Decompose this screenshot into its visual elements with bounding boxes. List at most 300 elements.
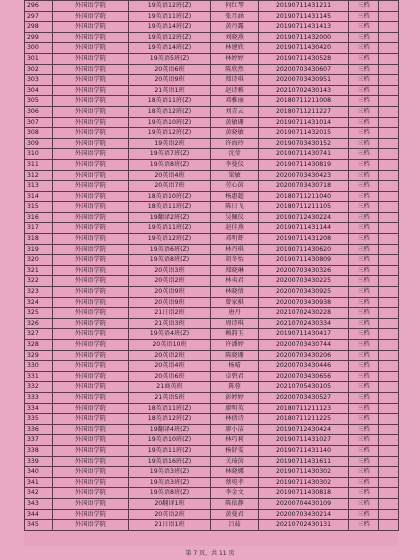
- college-cell: 外国语学院: [53, 488, 129, 499]
- table-body: [25, 1, 399, 531]
- table-row: [25, 128, 399, 139]
- class-name-cell: 20英语2班: [129, 350, 211, 361]
- blank-cell: [379, 22, 399, 33]
- class-name-cell: 19英语8班(Z): [129, 488, 211, 499]
- student-name-cell: 陈日飞: [211, 202, 259, 213]
- grade-level-cell: 三档: [349, 117, 379, 128]
- college-cell: 外国语学院: [53, 138, 129, 149]
- student-id-cell: 20200703430951: [259, 75, 349, 86]
- student-id-cell: 20210702430228: [259, 308, 349, 319]
- table-row: [25, 117, 399, 128]
- student-id-cell: 20200703430446: [259, 361, 349, 372]
- student-id-cell: 20190711431413: [259, 22, 349, 33]
- table-row: [25, 467, 399, 478]
- row-number-cell: 304: [25, 85, 53, 96]
- class-name-cell: 20翻译1班: [129, 498, 211, 509]
- class-name-cell: 20英语10班: [129, 340, 211, 351]
- student-name-cell: 关琦茵: [211, 456, 259, 467]
- row-number-cell: 308: [25, 128, 53, 139]
- student-id-cell: 20200703430326: [259, 265, 349, 276]
- student-name-cell: 黄丹露: [211, 22, 259, 33]
- row-number-cell: 301: [25, 53, 53, 64]
- college-cell: 外国语学院: [53, 159, 129, 170]
- blank-cell: [379, 403, 399, 414]
- table-row: [25, 477, 399, 488]
- class-name-cell: 19英语7班(Z): [129, 149, 211, 160]
- grade-level-cell: 三档: [349, 170, 379, 181]
- class-name-cell: 21英语1班: [129, 85, 211, 96]
- blank-cell: [379, 477, 399, 488]
- table-row: [25, 276, 399, 287]
- blank-cell: [379, 498, 399, 509]
- student-name-cell: 林建欣: [211, 43, 259, 54]
- student-name-cell: 邓明虾: [211, 234, 259, 245]
- blank-cell: [379, 509, 399, 520]
- college-cell: 外国语学院: [53, 255, 129, 266]
- college-cell: 外国语学院: [53, 371, 129, 382]
- blank-cell: [379, 276, 399, 287]
- blank-cell: [379, 350, 399, 361]
- student-id-cell: 20190711431208: [259, 234, 349, 245]
- college-cell: 外国语学院: [53, 106, 129, 117]
- student-id-cell: 20200703430225: [259, 276, 349, 287]
- grade-level-cell: 三档: [349, 520, 379, 531]
- grade-level-cell: 三档: [349, 350, 379, 361]
- college-cell: 外国语学院: [53, 11, 129, 22]
- student-id-cell: 20190712430424: [259, 424, 349, 435]
- grade-level-cell: 三档: [349, 276, 379, 287]
- grade-level-cell: 三档: [349, 85, 379, 96]
- row-number-cell: 329: [25, 350, 53, 361]
- class-name-cell: 19英语10班(Z): [129, 435, 211, 446]
- table-row: [25, 11, 399, 22]
- student-name-cell: 陈欣然: [211, 64, 259, 75]
- student-name-cell: 林丹琪: [211, 244, 259, 255]
- student-name-cell: 林夷君: [211, 276, 259, 287]
- table-row: [25, 318, 399, 329]
- blank-cell: [379, 149, 399, 160]
- blank-cell: [379, 32, 399, 43]
- row-number-cell: 309: [25, 138, 53, 149]
- student-id-cell: 20190711431140: [259, 445, 349, 456]
- table-row: [25, 22, 399, 33]
- row-number-cell: 337: [25, 435, 53, 446]
- blank-cell: [379, 414, 399, 425]
- row-number-cell: 340: [25, 467, 53, 478]
- student-id-cell: 20190711430302: [259, 467, 349, 478]
- row-number-cell: 300: [25, 43, 53, 54]
- college-cell: 外国语学院: [53, 456, 129, 467]
- class-name-cell: 19英语12班(Z): [129, 32, 211, 43]
- class-name-cell: 19英语16班(Z): [129, 456, 211, 467]
- student-name-cell: 梁敏: [211, 170, 259, 181]
- student-name-cell: 林晓娜: [211, 467, 259, 478]
- class-name-cell: 18英语11班(Z): [129, 96, 211, 107]
- college-cell: 外国语学院: [53, 498, 129, 509]
- grade-level-cell: 三档: [349, 138, 379, 149]
- blank-cell: [379, 435, 399, 446]
- class-name-cell: 18英语12班(Z): [129, 414, 211, 425]
- class-name-cell: 21英语5班: [129, 392, 211, 403]
- row-number-cell: 303: [25, 75, 53, 86]
- document-page: [24, 0, 398, 546]
- student-name-cell: 赖韵玉: [211, 329, 259, 340]
- student-id-cell: 20200703430718: [259, 181, 349, 192]
- table-row: [25, 32, 399, 43]
- row-number-cell: 316: [25, 212, 53, 223]
- student-name-cell: 郑晓琳: [211, 265, 259, 276]
- row-number-cell: 332: [25, 382, 53, 393]
- class-name-cell: 19英语11班(Z): [129, 223, 211, 234]
- student-id-cell: 20210702430131: [259, 520, 349, 531]
- student-name-cell: 杨舒雯: [211, 445, 259, 456]
- row-number-cell: 299: [25, 32, 53, 43]
- class-name-cell: 20英语2班: [129, 276, 211, 287]
- grade-level-cell: 三档: [349, 488, 379, 499]
- table-row: [25, 138, 399, 149]
- student-id-cell: 20180711211105: [259, 202, 349, 213]
- class-name-cell: 19英语11班(Z): [129, 445, 211, 456]
- student-name-cell: 林晓倩: [211, 287, 259, 298]
- class-name-cell: 19英语14班(Z): [129, 22, 211, 33]
- student-name-cell: 林倩诗: [211, 414, 259, 425]
- student-id-cell: 20190711431611: [259, 456, 349, 467]
- student-id-cell: 20200703430938: [259, 297, 349, 308]
- blank-cell: [379, 234, 399, 245]
- college-cell: 外国语学院: [53, 181, 129, 192]
- student-name-cell: 劳心茵: [211, 181, 259, 192]
- page-footer: 第 7 页，共 11 页: [185, 550, 235, 557]
- blank-cell: [379, 43, 399, 54]
- student-name-cell: 曾家棋: [211, 297, 259, 308]
- blank-cell: [379, 456, 399, 467]
- blank-cell: [379, 212, 399, 223]
- student-name-cell: 吕茹: [211, 520, 259, 531]
- college-cell: 外国语学院: [53, 96, 129, 107]
- table-row: [25, 498, 399, 509]
- student-name-cell: 赵佳燕: [211, 223, 259, 234]
- student-name-cell: 蔡宛孝: [211, 477, 259, 488]
- row-number-cell: 331: [25, 371, 53, 382]
- grade-level-cell: 三档: [349, 361, 379, 372]
- class-name-cell: 20英语6班: [129, 64, 211, 75]
- student-id-cell: 20190711431144: [259, 223, 349, 234]
- table-row: [25, 85, 399, 96]
- grade-level-cell: 三档: [349, 96, 379, 107]
- table-row: [25, 223, 399, 234]
- class-name-cell: 21日语2班: [129, 308, 211, 319]
- row-number-cell: 320: [25, 255, 53, 266]
- table-row: [25, 435, 399, 446]
- table-row: [25, 308, 399, 319]
- table-row: [25, 170, 399, 181]
- college-cell: 外国语学院: [53, 149, 129, 160]
- blank-cell: [379, 371, 399, 382]
- grade-level-cell: 三档: [349, 64, 379, 75]
- blank-cell: [379, 445, 399, 456]
- student-id-cell: 20190711432000: [259, 32, 349, 43]
- table-row: [25, 64, 399, 75]
- college-cell: 外国语学院: [53, 75, 129, 86]
- table-row: [25, 371, 399, 382]
- college-cell: 外国语学院: [53, 212, 129, 223]
- table-row: [25, 159, 399, 170]
- student-id-cell: 20180711211123: [259, 403, 349, 414]
- class-name-cell: 19翻译4班(Z): [129, 424, 211, 435]
- grade-level-cell: 三档: [349, 287, 379, 298]
- college-cell: 外国语学院: [53, 170, 129, 181]
- class-name-cell: 19英语6班(Z): [129, 244, 211, 255]
- class-name-cell: 19英语12班(Z): [129, 128, 211, 139]
- blank-cell: [379, 244, 399, 255]
- table-row: [25, 488, 399, 499]
- class-name-cell: 19翻译2班(Z): [129, 212, 211, 223]
- student-name-cell: 卓碧君: [211, 371, 259, 382]
- student-name-cell: 许海玲: [211, 138, 259, 149]
- table-row: [25, 329, 399, 340]
- row-number-cell: 298: [25, 22, 53, 33]
- row-number-cell: 328: [25, 340, 53, 351]
- college-cell: 外国语学院: [53, 520, 129, 531]
- student-id-cell: 20180711211225: [259, 414, 349, 425]
- blank-cell: [379, 11, 399, 22]
- row-number-cell: 339: [25, 456, 53, 467]
- college-cell: 外国语学院: [53, 202, 129, 213]
- table-row: [25, 287, 399, 298]
- student-id-cell: 20200703430206: [259, 350, 349, 361]
- class-name-cell: 20英语2班: [129, 509, 211, 520]
- class-name-cell: 20英语9班: [129, 287, 211, 298]
- student-name-cell: 陈蓉: [211, 382, 259, 393]
- college-cell: 外国语学院: [53, 467, 129, 478]
- student-id-cell: 20190711431014: [259, 117, 349, 128]
- blank-cell: [379, 488, 399, 499]
- grade-level-cell: 三档: [349, 128, 379, 139]
- table-row: [25, 234, 399, 245]
- student-name-cell: 周诗琪: [211, 318, 259, 329]
- student-id-cell: 20190711430302: [259, 477, 349, 488]
- class-name-cell: 19英语3班(Z): [129, 477, 211, 488]
- student-name-cell: 何红琴: [211, 1, 259, 12]
- student-id-cell: 20190703430152: [259, 138, 349, 149]
- table-row: [25, 75, 399, 86]
- table-row: [25, 361, 399, 372]
- college-cell: 外国语学院: [53, 1, 129, 12]
- blank-cell: [379, 361, 399, 372]
- student-id-cell: 20190711431027: [259, 435, 349, 446]
- table-row: [25, 350, 399, 361]
- row-number-cell: 344: [25, 509, 53, 520]
- grade-level-cell: 三档: [349, 1, 379, 12]
- college-cell: 外国语学院: [53, 361, 129, 372]
- college-cell: 外国语学院: [53, 424, 129, 435]
- table-row: [25, 403, 399, 414]
- class-name-cell: 21日语1班: [129, 520, 211, 531]
- student-name-cell: 赵诗雅: [211, 85, 259, 96]
- class-name-cell: 19英语12班(Z): [129, 1, 211, 12]
- student-name-cell: 廖小洁: [211, 424, 259, 435]
- row-number-cell: 312: [25, 170, 53, 181]
- blank-cell: [379, 297, 399, 308]
- table-row: [25, 43, 399, 54]
- college-cell: 外国语学院: [53, 318, 129, 329]
- student-name-cell: 唐丹: [211, 308, 259, 319]
- college-cell: 外国语学院: [53, 117, 129, 128]
- class-name-cell: 19英语8班(Z): [129, 159, 211, 170]
- class-name-cell: 20英语9班: [129, 75, 211, 86]
- row-number-cell: 296: [25, 1, 53, 12]
- student-id-cell: 20200703430214: [259, 509, 349, 520]
- grade-level-cell: 三档: [349, 75, 379, 86]
- student-id-cell: 20210702430334: [259, 318, 349, 329]
- grade-level-cell: 三档: [349, 340, 379, 351]
- grade-level-cell: 三档: [349, 11, 379, 22]
- student-id-cell: 20190711430420: [259, 43, 349, 54]
- blank-cell: [379, 520, 399, 531]
- college-cell: 外国语学院: [53, 308, 129, 319]
- row-number-cell: 338: [25, 445, 53, 456]
- class-name-cell: 18英语11班(Z): [129, 403, 211, 414]
- row-number-cell: 319: [25, 244, 53, 255]
- college-cell: 外国语学院: [53, 223, 129, 234]
- college-cell: 外国语学院: [53, 297, 129, 308]
- row-number-cell: 305: [25, 96, 53, 107]
- table-row: [25, 509, 399, 520]
- college-cell: 外国语学院: [53, 329, 129, 340]
- class-name-cell: 19英语3班(Z): [129, 467, 211, 478]
- grade-level-cell: 三档: [349, 191, 379, 202]
- grade-level-cell: 三档: [349, 329, 379, 340]
- college-cell: 外国语学院: [53, 445, 129, 456]
- grade-level-cell: 三档: [349, 498, 379, 509]
- student-id-cell: 20190711431211: [259, 1, 349, 12]
- table-row: [25, 106, 399, 117]
- blank-cell: [379, 467, 399, 478]
- grade-level-cell: 三档: [349, 244, 379, 255]
- grade-level-cell: 三档: [349, 202, 379, 213]
- row-number-cell: 324: [25, 297, 53, 308]
- row-number-cell: 314: [25, 191, 53, 202]
- grade-level-cell: 三档: [349, 149, 379, 160]
- table-row: [25, 244, 399, 255]
- row-number-cell: 326: [25, 318, 53, 329]
- blank-cell: [379, 170, 399, 181]
- class-name-cell: 19英语10班(Z): [129, 117, 211, 128]
- table-row: [25, 414, 399, 425]
- grade-level-cell: 三档: [349, 212, 379, 223]
- college-cell: 外国语学院: [53, 403, 129, 414]
- class-name-cell: 19英语8班(Z): [129, 255, 211, 266]
- student-name-cell: 刘晓燕: [211, 32, 259, 43]
- blank-cell: [379, 191, 399, 202]
- row-number-cell: 317: [25, 223, 53, 234]
- table-row: [25, 53, 399, 64]
- grade-level-cell: 三档: [349, 234, 379, 245]
- row-number-cell: 343: [25, 498, 53, 509]
- college-cell: 外国语学院: [53, 128, 129, 139]
- blank-cell: [379, 424, 399, 435]
- grade-level-cell: 三档: [349, 445, 379, 456]
- blank-cell: [379, 138, 399, 149]
- student-name-cell: 胡冬怡: [211, 255, 259, 266]
- blank-cell: [379, 159, 399, 170]
- row-number-cell: 333: [25, 392, 53, 403]
- college-cell: 外国语学院: [53, 53, 129, 64]
- blank-cell: [379, 202, 399, 213]
- grade-level-cell: 三档: [349, 308, 379, 319]
- class-name-cell: 19英语4班(Z): [129, 329, 211, 340]
- grade-level-cell: 三档: [349, 106, 379, 117]
- row-number-cell: 310: [25, 149, 53, 160]
- student-id-cell: 20200703430656: [259, 371, 349, 382]
- grade-level-cell: 三档: [349, 435, 379, 446]
- college-cell: 外国语学院: [53, 43, 129, 54]
- student-name-cell: 张月涵: [211, 11, 259, 22]
- table-row: [25, 392, 399, 403]
- row-number-cell: 321: [25, 265, 53, 276]
- table-row: [25, 297, 399, 308]
- grade-level-cell: 三档: [349, 159, 379, 170]
- class-name-cell: 20英语4班: [129, 361, 211, 372]
- student-name-cell: 黄敏珊: [211, 117, 259, 128]
- student-id-cell: 20190711430528: [259, 53, 349, 64]
- row-number-cell: 325: [25, 308, 53, 319]
- grade-level-cell: 三档: [349, 371, 379, 382]
- student-name-cell: 廖明英: [211, 403, 259, 414]
- class-name-cell: 20英语3班: [129, 265, 211, 276]
- college-cell: 外国语学院: [53, 244, 129, 255]
- row-number-cell: 322: [25, 276, 53, 287]
- student-name-cell: 彭婷婷: [211, 392, 259, 403]
- grade-level-cell: 三档: [349, 22, 379, 33]
- row-number-cell: 302: [25, 64, 53, 75]
- student-name-cell: 林婷婷: [211, 53, 259, 64]
- student-id-cell: 20200703430607: [259, 64, 349, 75]
- row-number-cell: 315: [25, 202, 53, 213]
- student-id-cell: 20210705430105: [259, 382, 349, 393]
- student-name-cell: 陈依静: [211, 498, 259, 509]
- table-row: [25, 255, 399, 266]
- blank-cell: [379, 181, 399, 192]
- grade-level-cell: 三档: [349, 181, 379, 192]
- blank-cell: [379, 106, 399, 117]
- row-number-cell: 341: [25, 477, 53, 488]
- blank-cell: [379, 340, 399, 351]
- row-number-cell: 307: [25, 117, 53, 128]
- table-row: [25, 382, 399, 393]
- blank-cell: [379, 53, 399, 64]
- table-row: [25, 265, 399, 276]
- row-number-cell: 306: [25, 106, 53, 117]
- college-cell: 外国语学院: [53, 191, 129, 202]
- student-name-cell: 杨晴: [211, 361, 259, 372]
- student-id-cell: 20190711431145: [259, 11, 349, 22]
- blank-cell: [379, 392, 399, 403]
- row-number-cell: 342: [25, 488, 53, 499]
- student-id-cell: 20190711430809: [259, 255, 349, 266]
- blank-cell: [379, 117, 399, 128]
- student-name-cell: 沈莹: [211, 149, 259, 160]
- class-name-cell: 19英语11班(Z): [129, 11, 211, 22]
- college-cell: 外国语学院: [53, 22, 129, 33]
- grade-level-cell: 三档: [349, 265, 379, 276]
- row-number-cell: 313: [25, 181, 53, 192]
- table-row: [25, 212, 399, 223]
- grade-level-cell: 三档: [349, 32, 379, 43]
- blank-cell: [379, 85, 399, 96]
- blank-cell: [379, 318, 399, 329]
- student-name-cell: 邓雅丽: [211, 96, 259, 107]
